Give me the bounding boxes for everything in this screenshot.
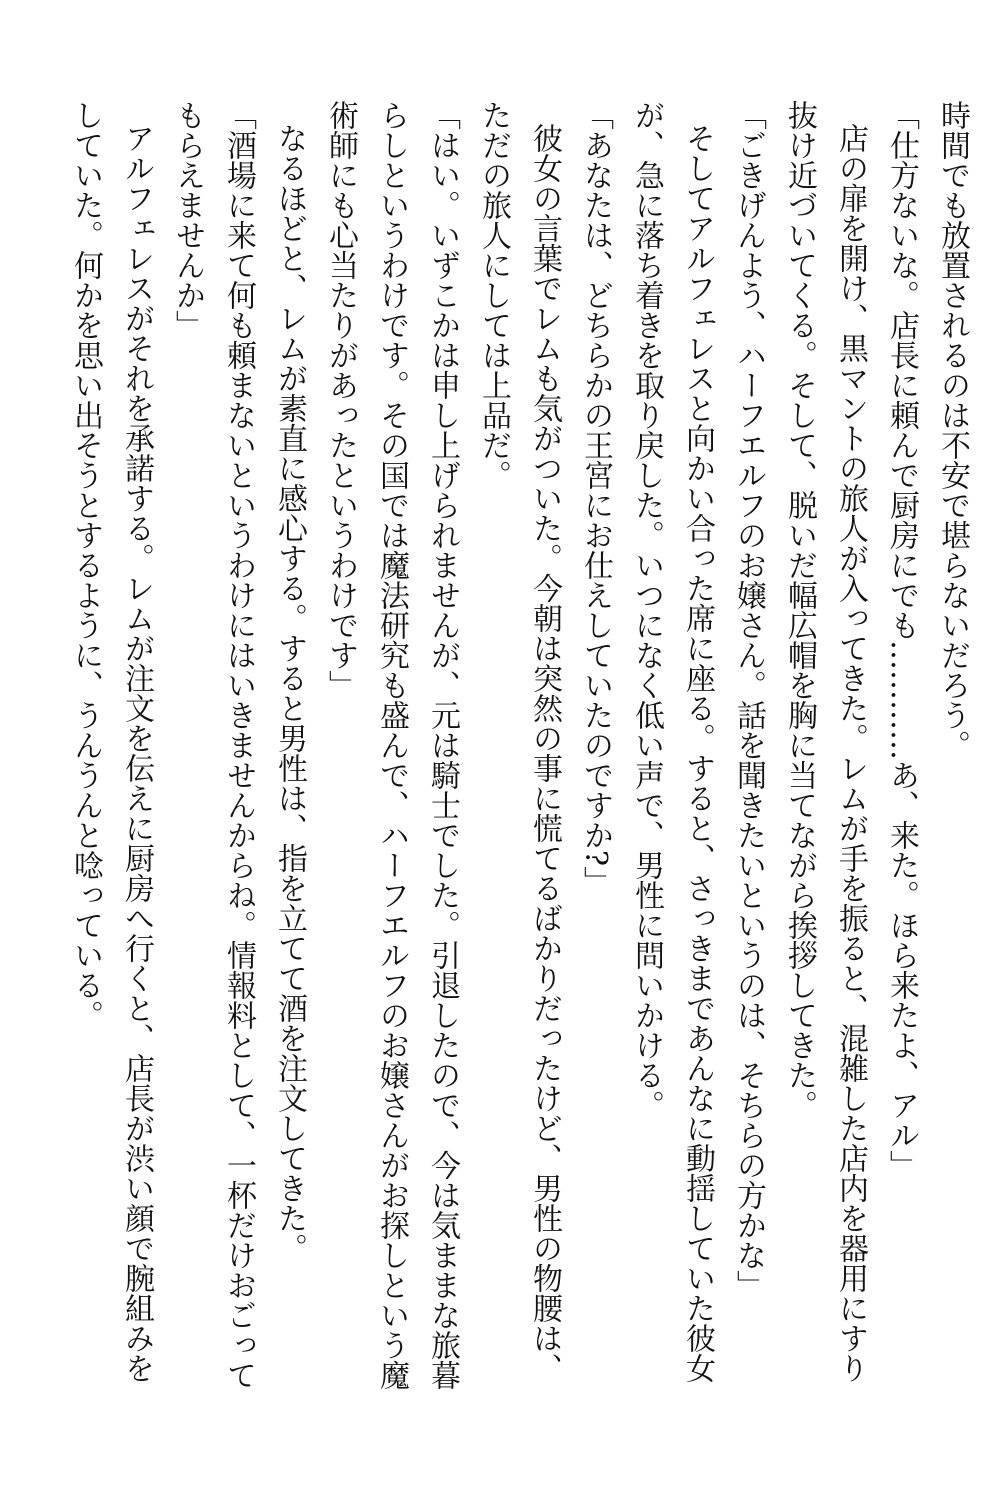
vertical-text-block [60, 100, 978, 1400]
paragraph-dialogue-1: 「仕方ないな。店長に頼んで厨房にでも…………あ、来た。ほら来たよ、アル」 [884, 100, 919, 1180]
paragraph-narrative-1: 店の扉を開け、黒マントの旅人が入ってきた。レムが手を振ると、混雑した店内を器用にすり抜け近づいてくる。そして、脱いだ幅広帽を胸に当てながら挨拶してきた。 [782, 100, 868, 1383]
paragraph-narrative-2: そしてアルフェレスと向かい合った席に座る。すると、さっきまであんなに動揺していた彼女が、急に落ち着きを取り戻した。いつになく低い声で、男性に問いかける。 [629, 100, 715, 1383]
paragraph-narrative-4: なるほどと、レムが素直に感心する。すると男性は、指を立てて酒を注文してきた。 [272, 123, 307, 1263]
paragraph-dialogue-3: 「あなたは、どちらかの王宮にお仕えしていたのですか?」 [578, 100, 613, 897]
paragraph-dialogue-5: 「酒場に来て何も頼まないというわけにはいきませんからね。情報料として、一杯だけおごってもらえませんか」 [170, 100, 256, 1390]
paragraph-dialogue-4: 「はい。いずこかは申し上げられませんが、元は騎士でした。引退したので、今は気ままな旅暮らしというわけです。その国では魔法研究も盛んで、ハーフエルフのお嬢さんがお探しという魔術師にも心当たりがあったというわけです」 [323, 100, 460, 1390]
paragraph-narrative-5: アルフェレスがそれを承諾する。レムが注文を伝えに厨房へ行くと、店長が渋い顔で腕組みをしていた。何かを思い出そうとするように、うんうんと唸っている。 [68, 100, 154, 1383]
paragraph-dialogue-2: 「ごきげんよう、ハーフエルフのお嬢さん。話を聞きたいというのは、そちらの方かな」 [731, 100, 766, 1300]
paragraph-narrative-3: 彼女の言葉でレムも気がついた。今朝は突然の事に慌てるばかりだったけど、男性の物腰は、ただの旅人にしては上品だ。 [476, 100, 562, 1383]
paragraph-continuation: 時間でも放置されるのは不安で堪らないだろう。 [935, 100, 970, 760]
